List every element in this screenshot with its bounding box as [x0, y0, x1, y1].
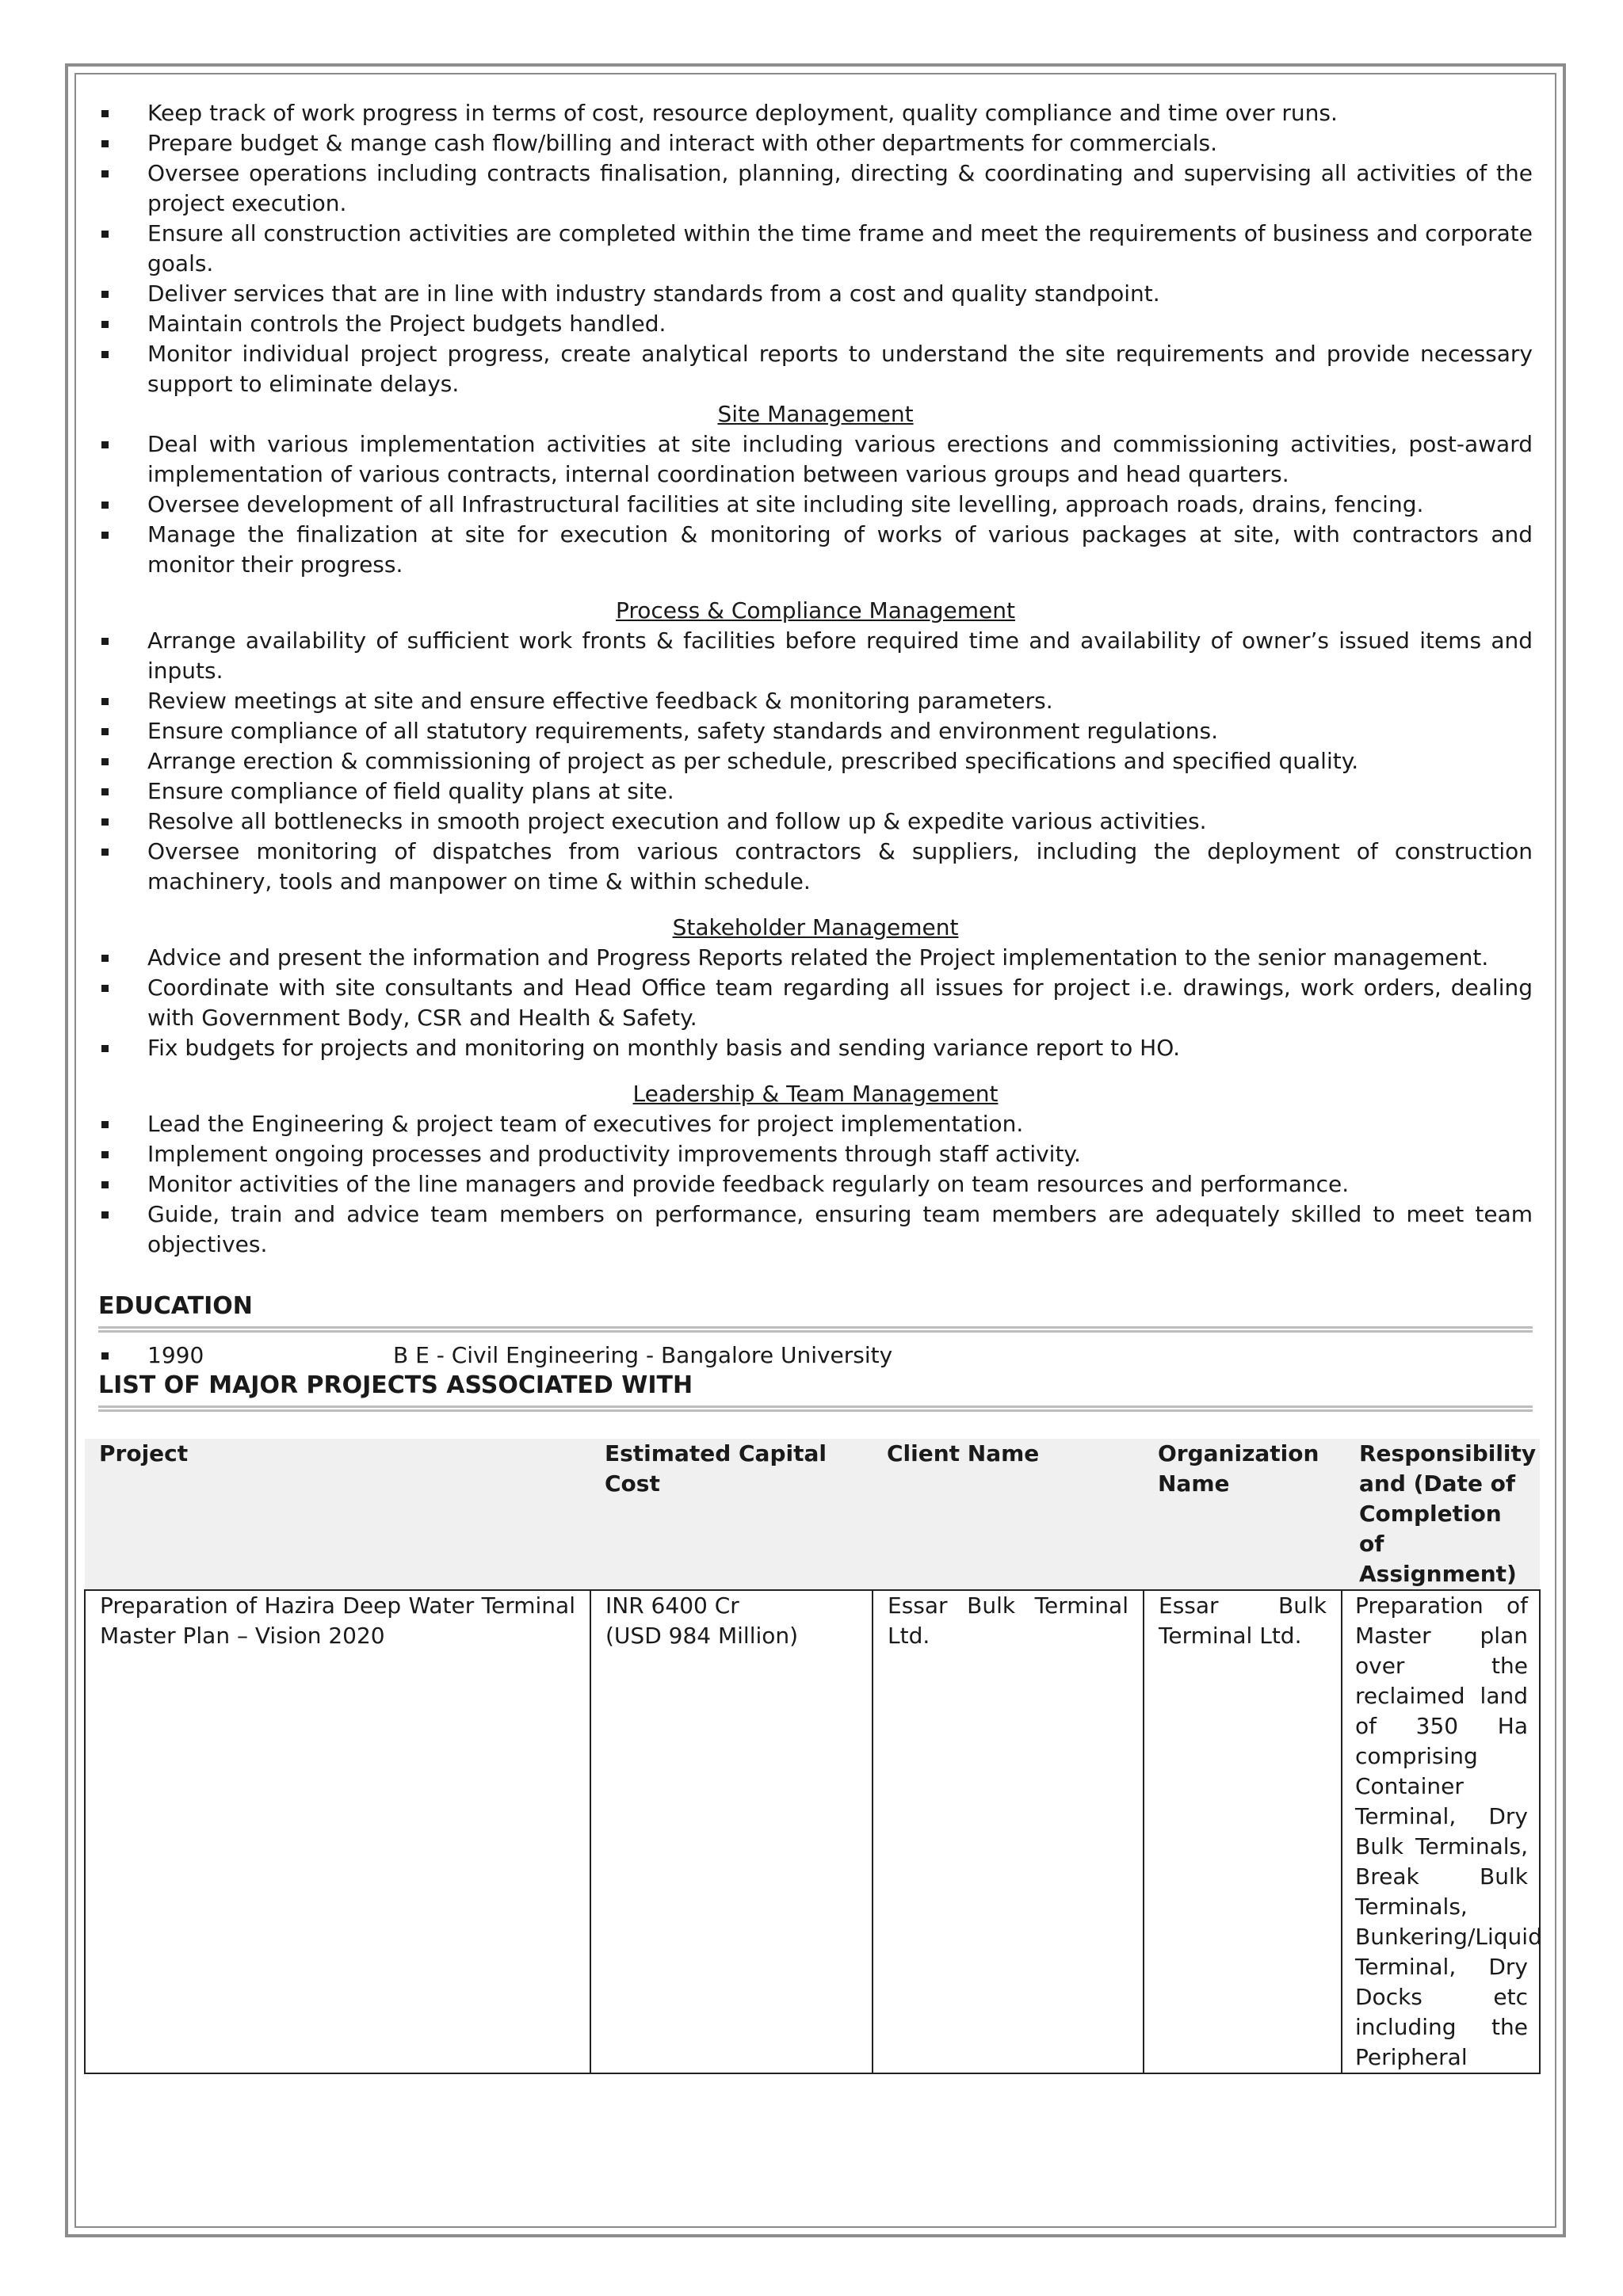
list-item: Keep track of work progress in terms of cost, resource deployment, quality compliance and time over runs. [98, 98, 1533, 128]
cell-organization: Essar Bulk Terminal Ltd. [1144, 1590, 1342, 2073]
square-bullet-icon [101, 728, 109, 735]
resume-content [98, 98, 1542, 2074]
square-bullet-icon [101, 758, 109, 765]
table-row [85, 1590, 1540, 2073]
cost-inr: INR 6400 Cr [605, 1592, 739, 1619]
education-degree: B E - Civil Engineering - Bangalore University [393, 1342, 893, 1368]
column-header-project: Project [85, 1439, 590, 1590]
cell-responsibility: Preparation of Master plan over the reclaimed land of 350 Ha comprising Container Terminal, Dry Bulk Terminals, Break Bulk Terminals, Bunkering/Liquid Terminal, Dry Docks etc including the Peripheral [1342, 1590, 1540, 2073]
site-management-list [98, 429, 1533, 580]
column-header-client: Client Name [873, 1439, 1144, 1590]
leadership-heading: Leadership & Team Management [632, 1081, 999, 1107]
square-bullet-icon [101, 1121, 109, 1128]
stakeholder-list [98, 943, 1533, 1063]
education-heading: EDUCATION [98, 1292, 253, 1320]
projects-table [84, 1439, 1541, 2074]
list-item: Maintain controls the Project budgets handled. [98, 309, 1533, 339]
site-management-heading: Site Management [717, 401, 914, 427]
education-entry [98, 1341, 1533, 1371]
square-bullet-icon [101, 1045, 109, 1052]
process-compliance-heading: Process & Compliance Management [615, 597, 1015, 624]
square-bullet-icon [101, 818, 109, 826]
square-bullet-icon [101, 351, 109, 358]
education-year: 1990 [147, 1342, 204, 1368]
list-item: Lead the Engineering & project team of executives for project implementation. [98, 1109, 1533, 1139]
process-compliance-list [98, 626, 1533, 897]
square-bullet-icon [101, 441, 109, 448]
list-item: Oversee operations including contracts finalisation, planning, directing & coordinating and supervising all activities of the project execution. [98, 158, 1533, 219]
list-item: Coordinate with site consultants and Head Office team regarding all issues for project i.e. drawings, work orders, dealing with Government Body, CSR and Health & Safety. [98, 973, 1533, 1033]
list-item: Manage the finalization at site for execution & monitoring of works of various packages at site, with contractors and monitor their progress. [98, 520, 1533, 580]
square-bullet-icon [101, 110, 109, 117]
list-item: Oversee monitoring of dispatches from various contractors & suppliers, including the deployment of construction machinery, tools and manpower on time & within schedule. [98, 837, 1533, 897]
list-item: Monitor individual project progress, create analytical reports to understand the site requirements and provide necessary support to eliminate delays. [98, 339, 1533, 399]
table-header-row [85, 1439, 1540, 1590]
list-item: Arrange availability of sufficient work fronts & facilities before required time and availability of owner’s issued items and inputs. [98, 626, 1533, 686]
cell-project: Preparation of Hazira Deep Water Terminal Master Plan – Vision 2020 [85, 1590, 590, 2073]
column-header-cost: Estimated Capital Cost [590, 1439, 873, 1590]
stakeholder-heading: Stakeholder Management [672, 914, 959, 940]
list-item: Implement ongoing processes and productivity improvements through staff activity. [98, 1139, 1533, 1169]
list-item: Arrange erection & commissioning of project as per schedule, prescribed specifications and specified quality. [98, 746, 1533, 776]
column-header-organization: Organization Name [1144, 1439, 1342, 1590]
list-item: Ensure compliance of field quality plans at site. [98, 776, 1533, 807]
projects-heading: LIST OF MAJOR PROJECTS ASSOCIATED WITH [98, 1371, 693, 1399]
square-bullet-icon [101, 1352, 109, 1360]
list-item: Advice and present the information and Progress Reports related the Project implementation to the senior management. [98, 943, 1533, 973]
list-item: Ensure compliance of all statutory requirements, safety standards and environment regulations. [98, 716, 1533, 746]
section-divider [98, 1326, 1533, 1333]
square-bullet-icon [101, 788, 109, 795]
list-item: Guide, train and advice team members on performance, ensuring team members are adequately skilled to meet team objectives. [98, 1199, 1533, 1260]
square-bullet-icon [101, 638, 109, 645]
section-divider [98, 1405, 1533, 1412]
square-bullet-icon [101, 291, 109, 298]
list-item: Review meetings at site and ensure effective feedback & monitoring parameters. [98, 686, 1533, 716]
square-bullet-icon [101, 502, 109, 509]
list-item: Ensure all construction activities are completed within the time frame and meet the requirements of business and corporate goals. [98, 219, 1533, 279]
square-bullet-icon [101, 231, 109, 238]
list-item: Prepare budget & mange cash flow/billing and interact with other departments for commercials. [98, 128, 1533, 158]
square-bullet-icon [101, 1211, 109, 1219]
leadership-list [98, 1109, 1533, 1260]
cell-cost [590, 1590, 873, 2073]
list-item: Deal with various implementation activities at site including various erections and commissioning activities, post-award implementation of various contracts, internal coordination between various groups and head quarters. [98, 429, 1533, 490]
cell-client: Essar Bulk Terminal Ltd. [873, 1590, 1144, 2073]
square-bullet-icon [101, 1181, 109, 1188]
square-bullet-icon [101, 849, 109, 856]
square-bullet-icon [101, 140, 109, 147]
square-bullet-icon [101, 985, 109, 992]
square-bullet-icon [101, 1151, 109, 1158]
list-item: Oversee development of all Infrastructural facilities at site including site levelling, approach roads, drains, fencing. [98, 490, 1533, 520]
square-bullet-icon [101, 955, 109, 962]
square-bullet-icon [101, 170, 109, 177]
square-bullet-icon [101, 698, 109, 705]
list-item: Deliver services that are in line with industry standards from a cost and quality standpoint. [98, 279, 1533, 309]
square-bullet-icon [101, 532, 109, 539]
cost-usd: (USD 984 Million) [605, 1623, 799, 1649]
list-item: Resolve all bottlenecks in smooth project execution and follow up & expedite various activities. [98, 807, 1533, 837]
column-header-responsibility: Responsibility and (Date of Completion of Assignment) [1342, 1439, 1540, 1590]
list-item: Fix budgets for projects and monitoring on monthly basis and sending variance report to HO. [98, 1033, 1533, 1063]
responsibilities-list [98, 98, 1533, 399]
square-bullet-icon [101, 321, 109, 328]
list-item: Monitor activities of the line managers and provide feedback regularly on team resources and performance. [98, 1169, 1533, 1199]
